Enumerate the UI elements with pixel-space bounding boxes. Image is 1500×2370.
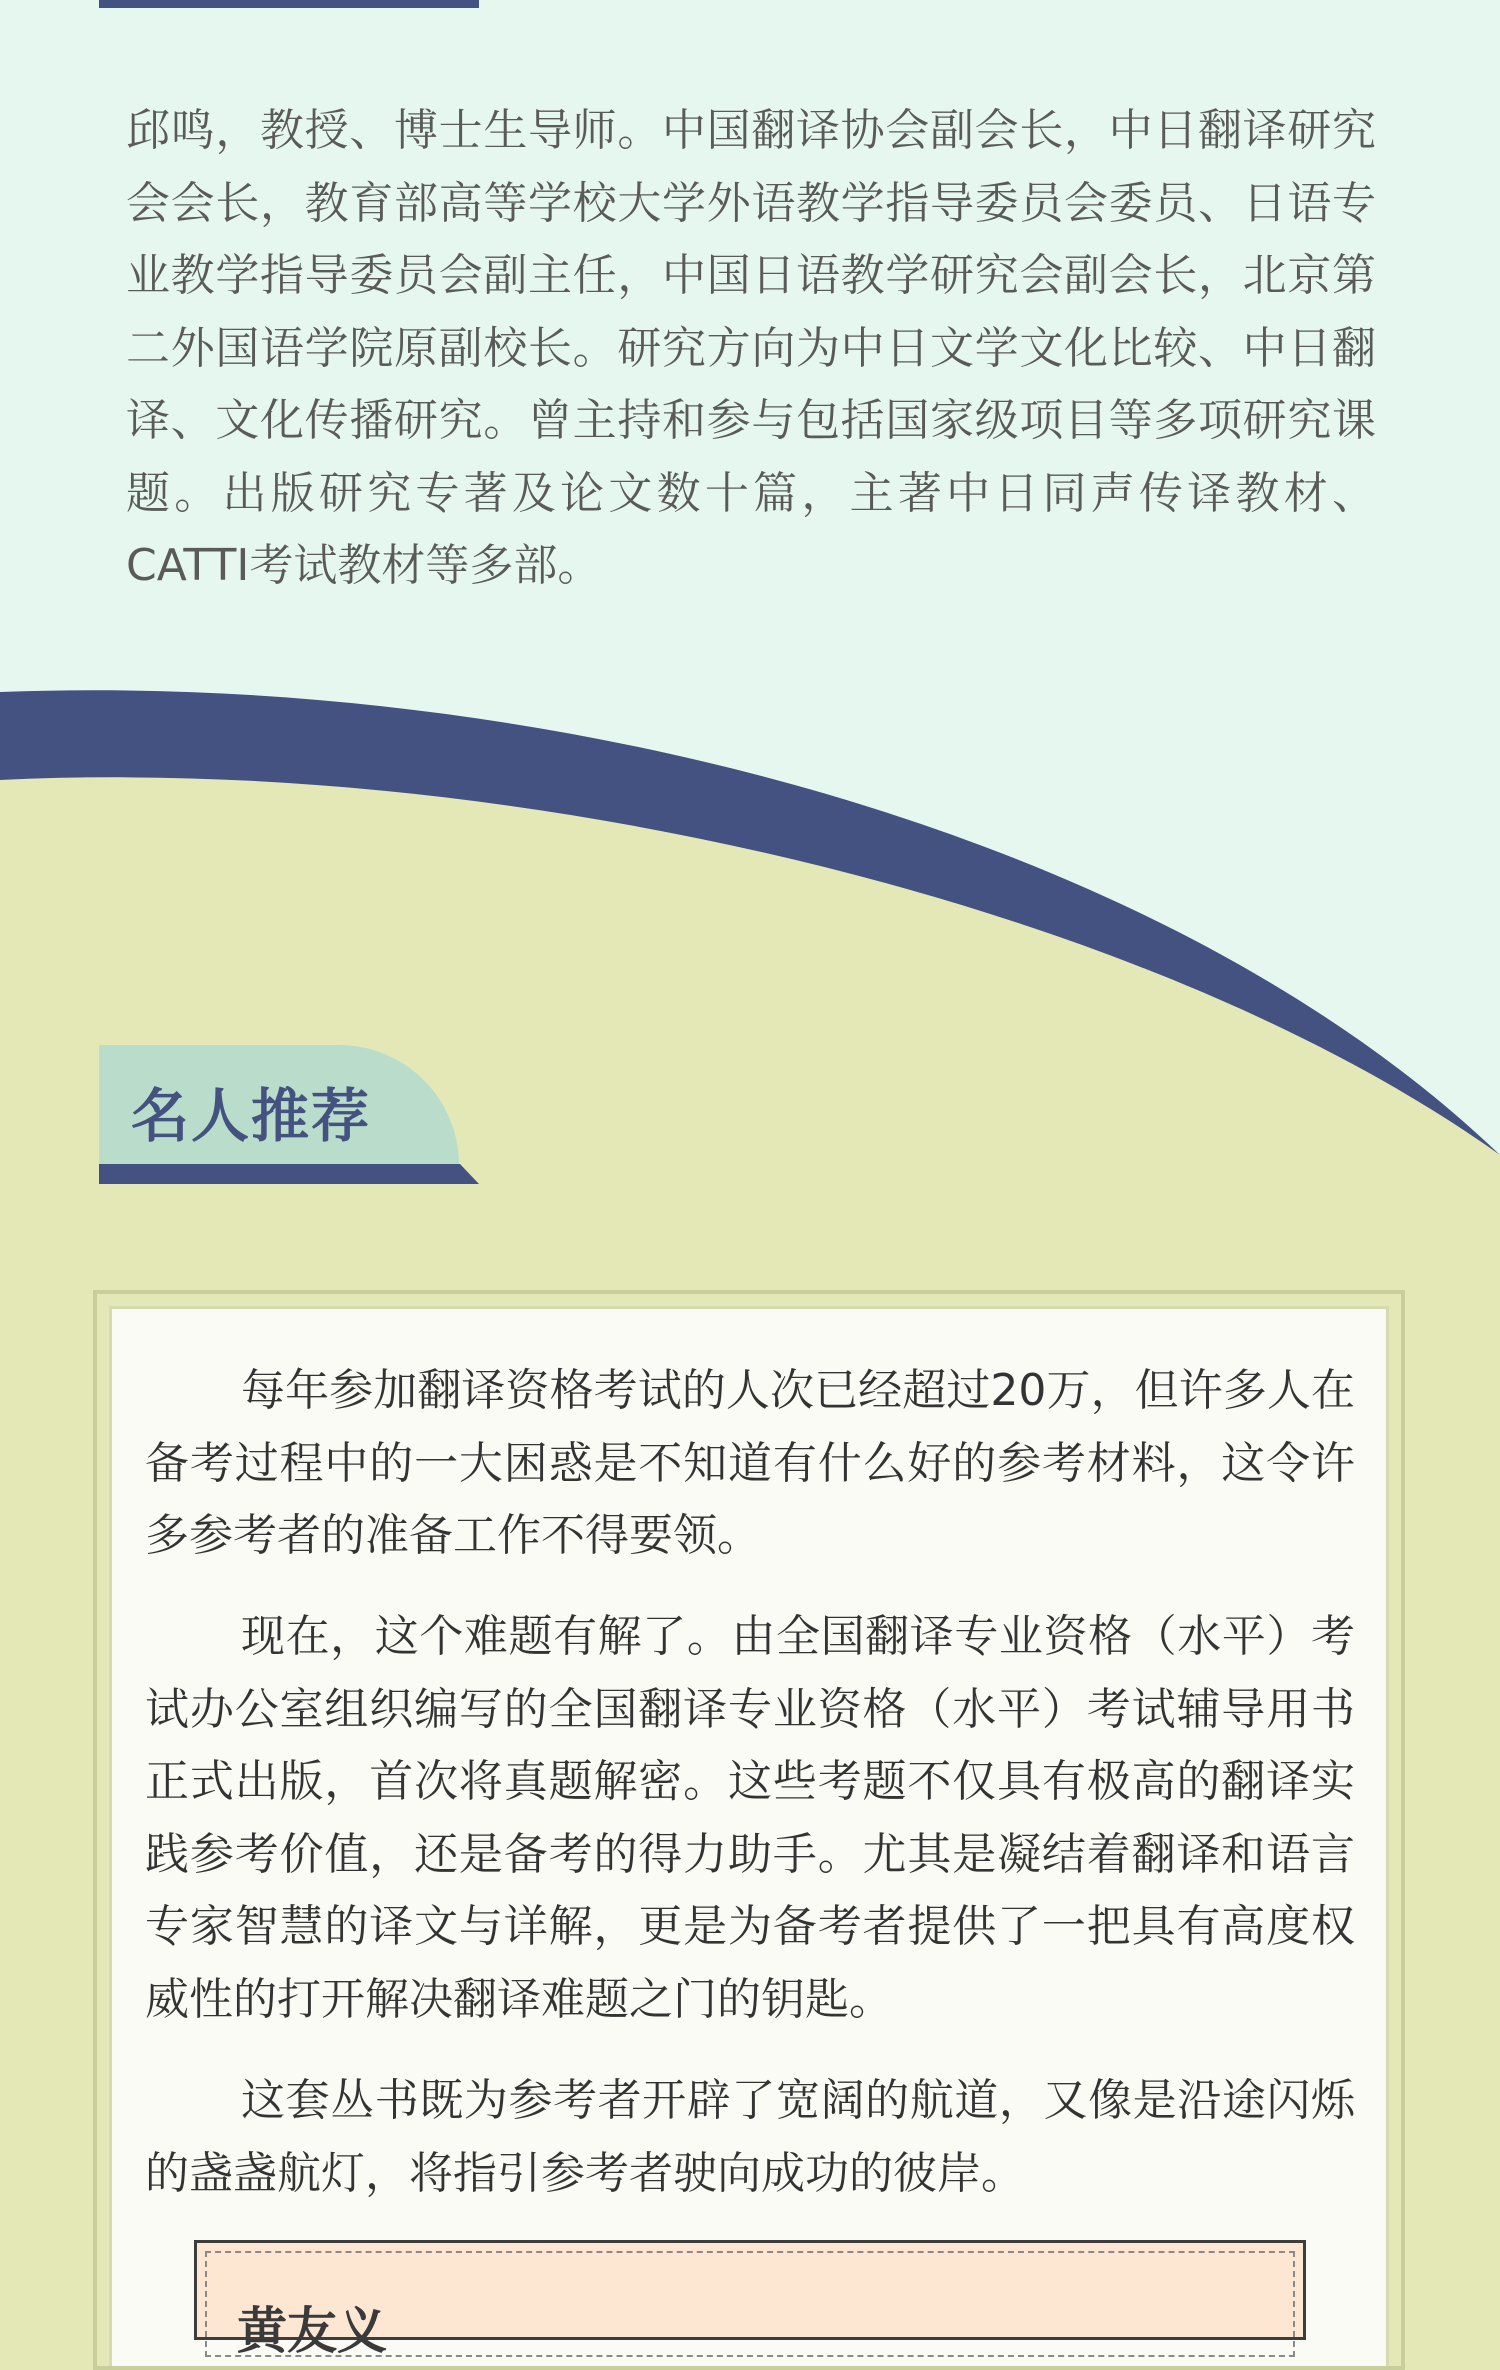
section-title: 名人推荐 (131, 1082, 372, 1150)
section-tab-underline (99, 1164, 479, 1184)
recommender-name: 黄友义 (237, 2302, 387, 2360)
olive-curve-fill (0, 777, 1500, 1300)
previous-section-underline (99, 0, 479, 8)
section-heading-tab (99, 1045, 479, 1185)
author-bio-paragraph: 邱鸣，教授、博士生导师。中国翻译协会副会长，中日翻译研究会会长，教育部高等学校大学外语教学指导委员会委员、日语专业教学指导委员会副主任，中国日语教学研究会副会长，北京第二外国语学院原副校长。研究方向为中日文学文化比较、中日翻译、文化传播研究。曾主持和参与包括国家级项目等多项研究课题。出版研究专著及论文数十篇，主著中日同声传译教材、CATTI考试教材等多部。 (126, 105, 1376, 591)
recommendation-paragraph-2: 现在，这个难题有解了。由全国翻译专业资格（水平）考试办公室组织编写的全国翻译专业资格（水平）考试辅导用书正式出版，首次将真题解密。这些考题不仅具有极高的翻译实践参考价值，还是备考的得力助手。尤其是凝结着翻译和语言专家智慧的译文与详解，更是为备考者提供了一把具有高度权威性的打开解决翻译难题之门的钥匙。 (145, 1611, 1355, 2025)
recommender-name-box (194, 2240, 1306, 2360)
recommendation-paragraph-1: 每年参加翻译资格考试的人次已经超过20万，但许多人在备考过程中的一大困惑是不知道有什么好的参考材料，这令许多参考者的准备工作不得要领。 (145, 1365, 1355, 1561)
recommendation-paragraph-3: 这套丛书既为参考者开辟了宽阔的航道，又像是沿途闪烁的盏盏航灯，将指引参考者驶向成功的彼岸。 (145, 2075, 1355, 2199)
